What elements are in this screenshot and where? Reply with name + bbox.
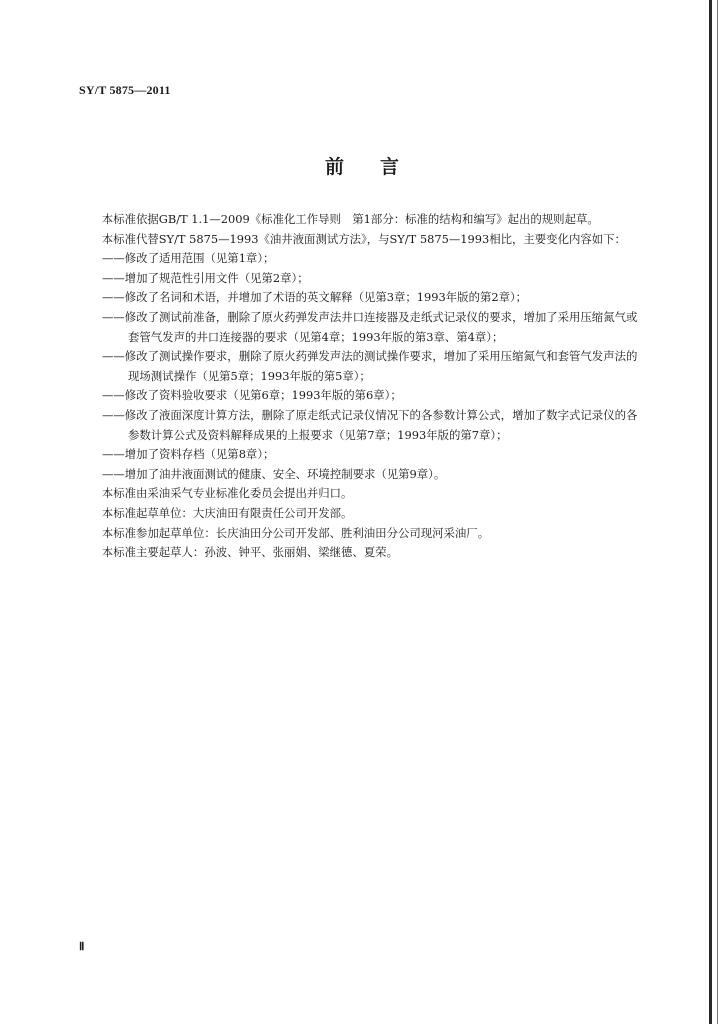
change-item: ——增加了油井液面测试的健康、安全、环境控制要求（见第9章）。 bbox=[102, 466, 446, 481]
paragraph-participating-units: 本标准参加起草单位：长庆油田分公司开发部、胜利油田分公司现河采油厂。 bbox=[101, 525, 490, 540]
paragraph-replaces: 本标准代替SY/T 5875—1993《油井液面测试方法》，与SY/T 5875—1993相比，主要变化内容如下： bbox=[101, 231, 626, 246]
paragraph-basis: 本标准依据GB/T 1.1—2009《标准化工作导则 第1部分：标准的结构和编写》起出的规则起草。 bbox=[101, 212, 599, 226]
paragraph-proposer: 本标准由采油采气专业标准化委员会提出并归口。 bbox=[101, 486, 353, 501]
change-item: ——修改了测试操作要求，删除了原火药弹发声法的测试操作要求，增加了采用压缩氮气和套管气发声法的现场测试操作（见第5章；1993年版的第5章）； bbox=[102, 349, 638, 383]
change-item: ——修改了液面深度计算方法，删除了原走纸式记录仪情况下的各参数计算公式，增加了数字式记录仪的各参数计算公式及资料解释成果的上报要求（见第7章；1993年版的第7章）； bbox=[102, 407, 638, 442]
preface-body bbox=[79, 210, 639, 563]
change-item: ——修改了资料验收要求（见第6章；1993年版的第6章）； bbox=[102, 388, 402, 403]
change-item: ——修改了适用范围（见第1章）； bbox=[102, 251, 275, 266]
paragraph-drafters: 本标准主要起草人：孙波、钟平、张丽娟、梁继德、夏荣。 bbox=[101, 545, 398, 560]
change-item: ——增加了规范性引用文件（见第2章）； bbox=[102, 270, 309, 285]
page-title: 前言 bbox=[324, 156, 435, 178]
change-item: ——增加了资料存档（见第8章）； bbox=[102, 447, 275, 462]
page-number: Ⅱ bbox=[79, 941, 85, 953]
standard-code: SY/T 5875—2011 bbox=[79, 83, 171, 97]
paragraph-drafting-unit: 本标准起草单位：大庆油田有限责任公司开发部。 bbox=[101, 505, 353, 520]
change-item: ——修改了测试前准备，删除了原火药弹发声法井口连接器及走纸式记录仪的要求，增加了采用压缩氮气或套管气发声的井口连接器的要求（见第4章；1993年版的第3章、第4章）； bbox=[102, 309, 638, 344]
change-item: ——修改了名词和术语，并增加了术语的英文解释（见第3章；1993年版的第2章）； bbox=[102, 290, 528, 305]
